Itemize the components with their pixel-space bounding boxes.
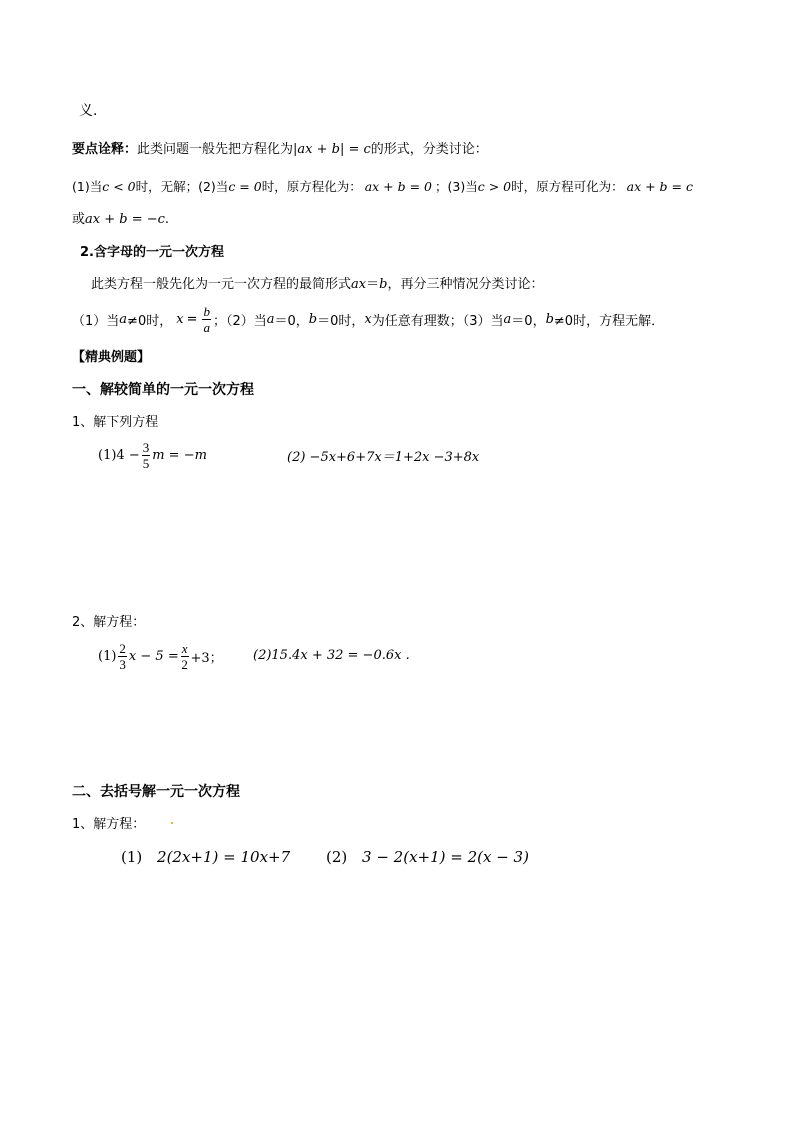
q3-equation-1 bbox=[121, 848, 290, 866]
cases1-f4: c > 0 bbox=[477, 179, 512, 194]
fraction-numerator: b bbox=[203, 303, 210, 319]
cases1-f5: ax + b = c bbox=[626, 179, 693, 194]
q1-fraction bbox=[142, 440, 151, 471]
q2-title bbox=[72, 611, 145, 630]
q1-title-text: 1、解下列方程 bbox=[72, 415, 159, 430]
part-2-title bbox=[72, 781, 240, 801]
cases1-p4: ；(3)当 bbox=[435, 179, 478, 194]
q3-title-text: 1、解方程： bbox=[72, 817, 146, 832]
fraction-denominator: a bbox=[203, 319, 210, 335]
q1-e1-prefix: (1)4 − bbox=[98, 447, 140, 463]
fraction-b-over-a bbox=[202, 304, 211, 335]
part-1-title bbox=[72, 379, 254, 399]
q2-e1-prefix: (1) bbox=[98, 648, 117, 664]
q2-fraction-1-numerator: 2 bbox=[119, 640, 126, 656]
q2-equation-1 bbox=[98, 636, 223, 676]
cases1-f2: c = 0 bbox=[228, 179, 262, 194]
q3-e2-text: 3 − 2(x+1) = 2(x − 3) bbox=[362, 848, 529, 866]
q2-equation-2 bbox=[253, 648, 410, 663]
q3-equation-2 bbox=[326, 848, 529, 866]
sec2-p9: ≠0时，方程无解． bbox=[553, 313, 665, 329]
q1-e2-text: (2) −5x+6+7x＝1+2x −3+8x bbox=[287, 450, 480, 465]
q3-e1-label: (1) bbox=[121, 848, 143, 866]
sec2-f2: x bbox=[176, 311, 184, 327]
sec2-title-text: 2.含字母的一元一次方程 bbox=[80, 245, 224, 260]
q1-title bbox=[72, 411, 158, 430]
section-2-intro bbox=[91, 273, 543, 292]
cases2-f1: ax + b = −c bbox=[85, 212, 165, 227]
q3-e1-text: 2(2x+1) = 10x+7 bbox=[157, 848, 291, 866]
sec2-intro-a: 此类方程一般先化为一元一次方程的最简形式 bbox=[91, 277, 352, 292]
sec2-intro-c: ，再分三种情况分类讨论： bbox=[387, 277, 544, 292]
q2-fraction-1-denominator: 3 bbox=[119, 656, 126, 672]
cases-line-1 bbox=[72, 177, 693, 195]
cases1-f1: c < 0 bbox=[102, 179, 136, 194]
key-text-a: 此类问题一般先把方程化为 bbox=[137, 142, 294, 157]
q1-fraction-denominator: 5 bbox=[142, 455, 150, 471]
cases-line-2 bbox=[72, 208, 169, 227]
q1-fraction-numerator: 3 bbox=[142, 439, 150, 455]
sec2-f7: b bbox=[545, 311, 554, 327]
sec2-p6: ＝0时， bbox=[317, 313, 365, 329]
cases2-p1: 或 bbox=[72, 212, 86, 227]
sec2-p2: ≠0时， bbox=[127, 313, 173, 329]
sec2-f3: a bbox=[266, 311, 275, 327]
q2-e2-text: (2)15.4x + 32 = −0.6x . bbox=[253, 648, 410, 663]
key-label: 要点诠释： bbox=[72, 142, 138, 157]
sec2-intro-b: ＝ bbox=[366, 277, 380, 292]
key-text-b: 的形式，分类讨论： bbox=[370, 142, 488, 157]
q1-equation-1 bbox=[98, 435, 207, 475]
q2-fraction-2-denominator: 2 bbox=[181, 656, 188, 672]
key-explanation bbox=[72, 138, 488, 157]
q1-equation-2 bbox=[287, 446, 479, 465]
examples-heading bbox=[72, 346, 150, 365]
sec2-p3: = bbox=[186, 311, 198, 327]
examples-heading-text: 【精典例题】 bbox=[72, 350, 151, 365]
stray-dot bbox=[171, 822, 173, 824]
key-formula: |ax + b| = c bbox=[293, 142, 371, 157]
q1-e1-suffix: m = −m bbox=[152, 447, 207, 463]
q2-fraction-1 bbox=[118, 641, 127, 672]
q2-e1-mid: x − 5 = bbox=[128, 648, 179, 664]
sec2-f1: a bbox=[119, 311, 128, 327]
sec2-f5: x bbox=[364, 311, 372, 327]
sec2-intro-f: ax bbox=[351, 277, 367, 292]
section-2-title bbox=[80, 241, 224, 260]
sec2-f4: b bbox=[308, 311, 318, 327]
cases1-p1: (1)当 bbox=[72, 179, 103, 194]
section-2-cases bbox=[72, 299, 664, 339]
sec2-p1: （1）当 bbox=[72, 313, 120, 329]
sec2-p7: 为任意有理数；（3）当 bbox=[371, 313, 504, 329]
q2-e1-suffix: +3； bbox=[190, 650, 223, 666]
q2-fraction-2 bbox=[181, 641, 189, 672]
part1-title-text: 一、解较简单的一元一次方程 bbox=[72, 382, 254, 398]
q2-fraction-2-numerator: x bbox=[181, 640, 188, 656]
q3-e2-label: (2) bbox=[326, 848, 348, 866]
cases1-p3: 时，原方程化为： bbox=[261, 179, 362, 194]
sec2-p8: ＝0， bbox=[511, 313, 546, 329]
sec2-p4: ；（2）当 bbox=[212, 313, 267, 329]
cases2-p2: . bbox=[164, 212, 170, 227]
cases1-p5: 时，原方程可化为： bbox=[511, 179, 624, 194]
q2-title-text: 2、解方程： bbox=[72, 615, 146, 630]
sec2-f6: a bbox=[503, 311, 512, 327]
part2-title-text: 二、去括号解一元一次方程 bbox=[72, 784, 240, 800]
text-line-yi bbox=[79, 100, 97, 120]
cases1-p2: 时，无解；(2)当 bbox=[135, 179, 229, 194]
q3-title bbox=[72, 813, 145, 832]
sec2-intro-f2: b bbox=[379, 277, 388, 292]
cases1-f3: ax + b = 0 bbox=[364, 179, 433, 194]
sec2-p5: ＝0， bbox=[274, 313, 309, 329]
line-yi-text: 义. bbox=[79, 103, 98, 119]
